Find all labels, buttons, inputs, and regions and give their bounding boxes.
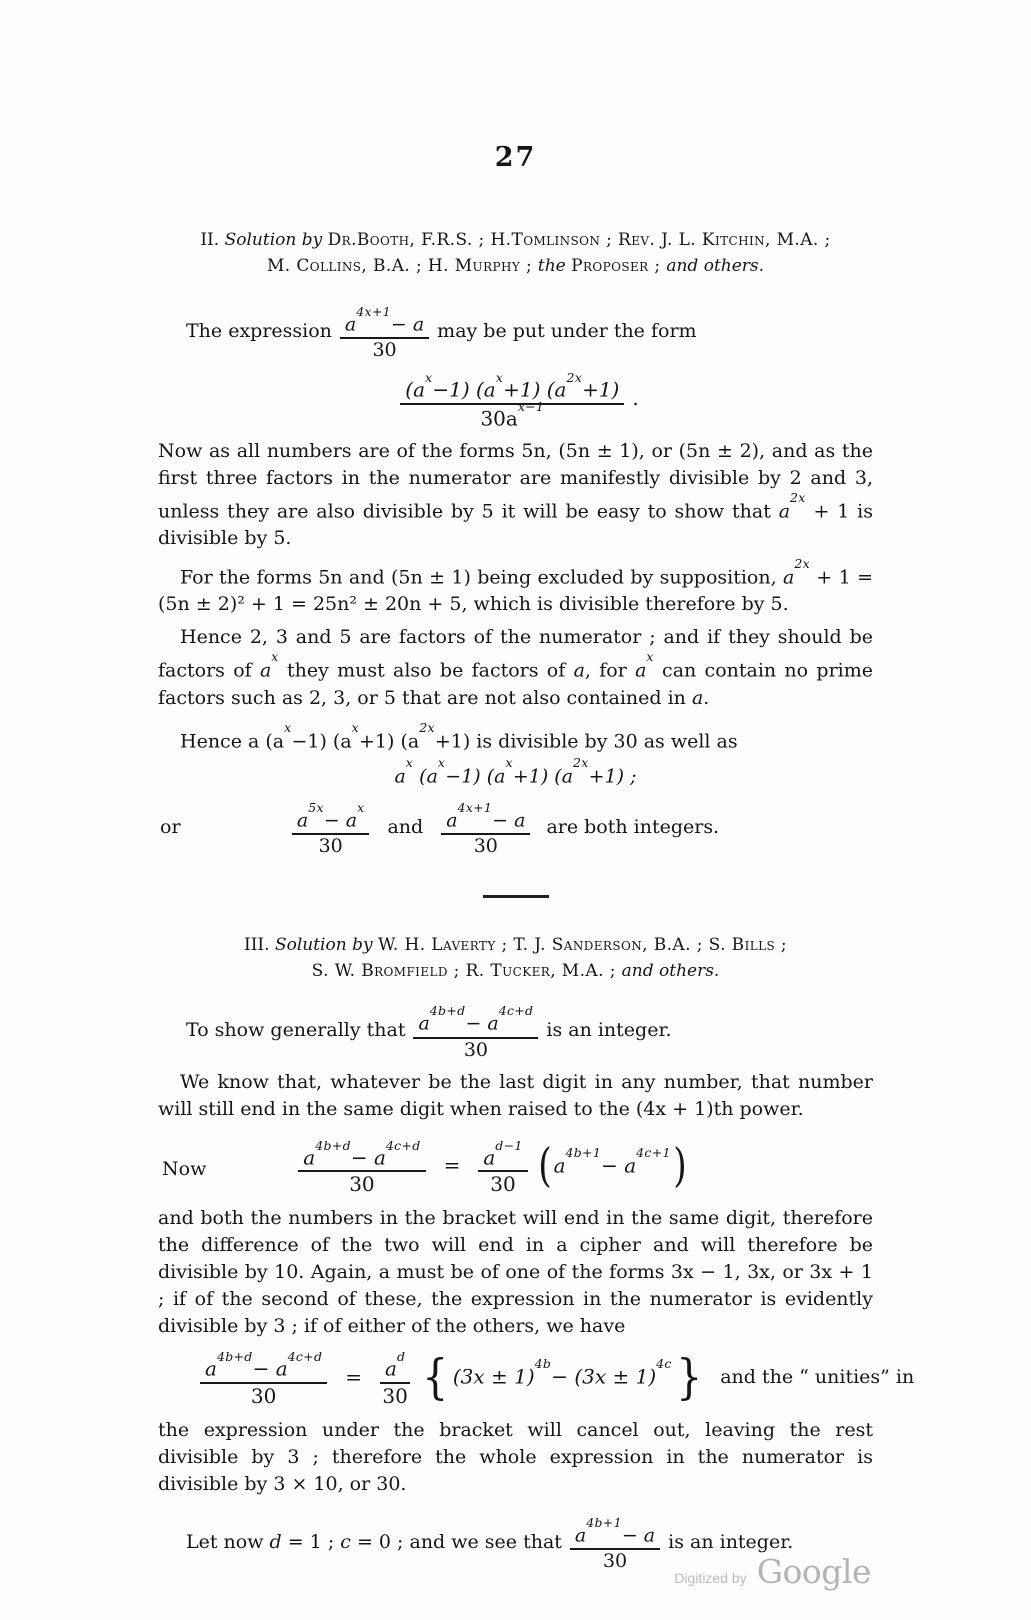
now-label: Now: [162, 1157, 207, 1180]
brace-equation-line: $\frac{a^{4b+d}- a^{4c+d}}{30}$ = $\frac{a^d}{30}$ { $(3x \pm 1)^{4b}- (3x \pm 1)^{4c}$ } and the “ unities” in: [158, 1346, 873, 1407]
paragraph-hence-divisible: Hence a $(a^x-1)$ $(a^x+1)$ $(a^{2x}+1)$ is divisible by 30 as well as: [180, 719, 738, 752]
google-logo: Google: [756, 1552, 871, 1591]
paragraph-for-the-forms: For the forms 5n and (5n ± 1) being excluded by supposition, $a^{2x} + 1 = (5n \pm 2)^2 + 1 = 25n^2 \pm 20n + 5$, which is divisible therefore by 5.: [158, 555, 874, 616]
fraction-a5x-over-30: $\frac{a^{5x}- a^x}{30}$: [292, 797, 370, 857]
section-ii-solvers-1: Dr.Booth, F.R.S. ; H.Tomlinson ; Rev. J. L. Kitchin, M.A. ;: [327, 230, 831, 250]
intro-text-post: may be put under the form: [437, 320, 697, 343]
display-formula-factored: [158, 367, 873, 429]
display1-period: .: [632, 386, 639, 411]
intro-text-pre: The expression: [186, 320, 332, 343]
section-iii-solvers-1: W. H. Laverty ; T. J. Sanderson, B.A. ; S. Bills ;: [377, 935, 788, 956]
paragraph-we-know: We know that, whatever be the last digit in any number, that number will still end in the same digit when raised to the (4x + 1)th power.: [158, 1070, 873, 1120]
to-show-post: is an integer.: [546, 1019, 672, 1042]
section-iii-heading: [158, 932, 873, 984]
fraction-a4x1-over-30: $\frac{a^{4x+1}- a}{30}$: [340, 301, 429, 361]
fraction-ad-over-30: $\frac{a^d}{30}$: [380, 1346, 410, 1407]
both-integers-text: are both integers.: [546, 816, 720, 839]
paragraph-now-as-all-numbers: Now as all numbers are of the forms 5n, (5n ± 1), or (5n ± 2), and as the first three factors in the numerator are manifestly divisible by 2 and 3, unless they are also divisible by 5 it will be easy to show that $a^{2x} + 1$ is divisible by 5.: [158, 439, 873, 549]
solution-by-label: Solution by: [224, 230, 328, 250]
page-content: [158, 0, 915, 1573]
section-iii-heading-line2: [158, 958, 873, 984]
fraction-factored-over-30ax1: $\frac{(a^x-1) (a^x+1) (a^{2x}+1)}{30a^{x-1}}$: [400, 367, 624, 429]
solution-by-label-iii: Solution by: [274, 935, 378, 956]
to-show-line: [158, 1000, 873, 1060]
paragraph-and-both: and both the numbers in the bracket will end in the same digit, therefore the difference of the two will end in a cipher and will therefore be divisible by 10. Again, a must be of one of the forms 3x − 1, 3x, or 3x + 1 ; if of the second of these, the expression in the numerator is evidently divisible by 3 ; if of either of the others, we have: [158, 1207, 873, 1338]
digitized-footer: [674, 1552, 871, 1591]
fraction-a4bd-over-30: $\frac{a^{4b+d}- a^{4c+d}}{30}$: [413, 1000, 538, 1060]
the-word: the: [537, 256, 572, 276]
and-others-label: and others.: [666, 256, 765, 276]
fraction-a4x1-over-30-second: $\frac{a^{4x+1}- a}{30}$: [441, 797, 530, 857]
paragraph-hence-factors: Hence 2, 3 and 5 are factors of the numerator ; and if they should be factors of $a^x$ they must also be factors of a, for $a^x$ can contain no prime factors such as 2, 3, or 5 that are not also contained in a.: [158, 626, 873, 709]
section-ii-heading-line1: [158, 227, 873, 253]
now-equation-line: Now $\frac{a^{4b+d}- a^{4c+d}}{30}$ = $\frac{a^{d-1}}{30}$ ( $a^{4b+1}- a^{4c+1}$ ): [158, 1135, 873, 1196]
fraction-a4b1-over-30-final: $\frac{a^{4b+1}- a}{30}$: [570, 1512, 660, 1572]
equals-sign-brace: =: [345, 1364, 363, 1389]
section-ii-heading-line2: [158, 253, 873, 279]
section-divider: [483, 895, 549, 898]
or-integers-line: [158, 797, 873, 857]
fraction-a4bd-over-30-now: $\frac{a^{4b+d}- a^{4c+d}}{30}$: [298, 1135, 425, 1196]
or-word: or: [160, 816, 181, 839]
digitized-by-label: Digitized by: [674, 1570, 747, 1586]
page-number: 27: [494, 142, 537, 173]
let-now-post: is an integer.: [668, 1530, 794, 1553]
proposer-label: Proposer ;: [571, 256, 667, 276]
section-ii-heading: [158, 227, 873, 279]
and-others-label-iii: and others.: [621, 961, 720, 982]
and-word: and: [387, 816, 424, 839]
to-show-pre: To show generally that: [186, 1019, 406, 1042]
expression-intro-line: [158, 301, 873, 361]
section-iii-numeral: III.: [243, 935, 275, 956]
section-iii-heading-line1: [158, 932, 873, 958]
let-now-line: Let now d = 1 ; c = 0 ; and we see that $\frac{a^{4b+1}- a}{30}$ is an integer.: [158, 1512, 873, 1572]
paragraph-cancel-out: the expression under the bracket will cancel out, leaving the rest divisible by 3 ; therefore the whole expression in the numerator is divisible by 3 × 10, or 30.: [158, 1418, 873, 1495]
fraction-a4bd-over-30-brace: $\frac{a^{4b+d}- a^{4c+d}}{30}$: [200, 1346, 327, 1407]
unities-text: and the “ unities” in: [720, 1365, 915, 1388]
section-ii-numeral: II.: [200, 230, 225, 250]
section-ii-solvers-2: M. Collins, B.A. ; H. Murphy ;: [266, 256, 538, 276]
equals-sign: =: [443, 1152, 461, 1177]
section-iii-solvers-2: S. W. Bromfield ; R. Tucker, M.A. ;: [311, 961, 622, 982]
display-formula-ax-product: $a^x$ $(a^x-1)$ $(a^x+1)$ $(a^{2x}+1)$ ;: [394, 754, 637, 788]
fraction-ad1-over-30: $\frac{a^{d-1}}{30}$: [478, 1135, 527, 1196]
